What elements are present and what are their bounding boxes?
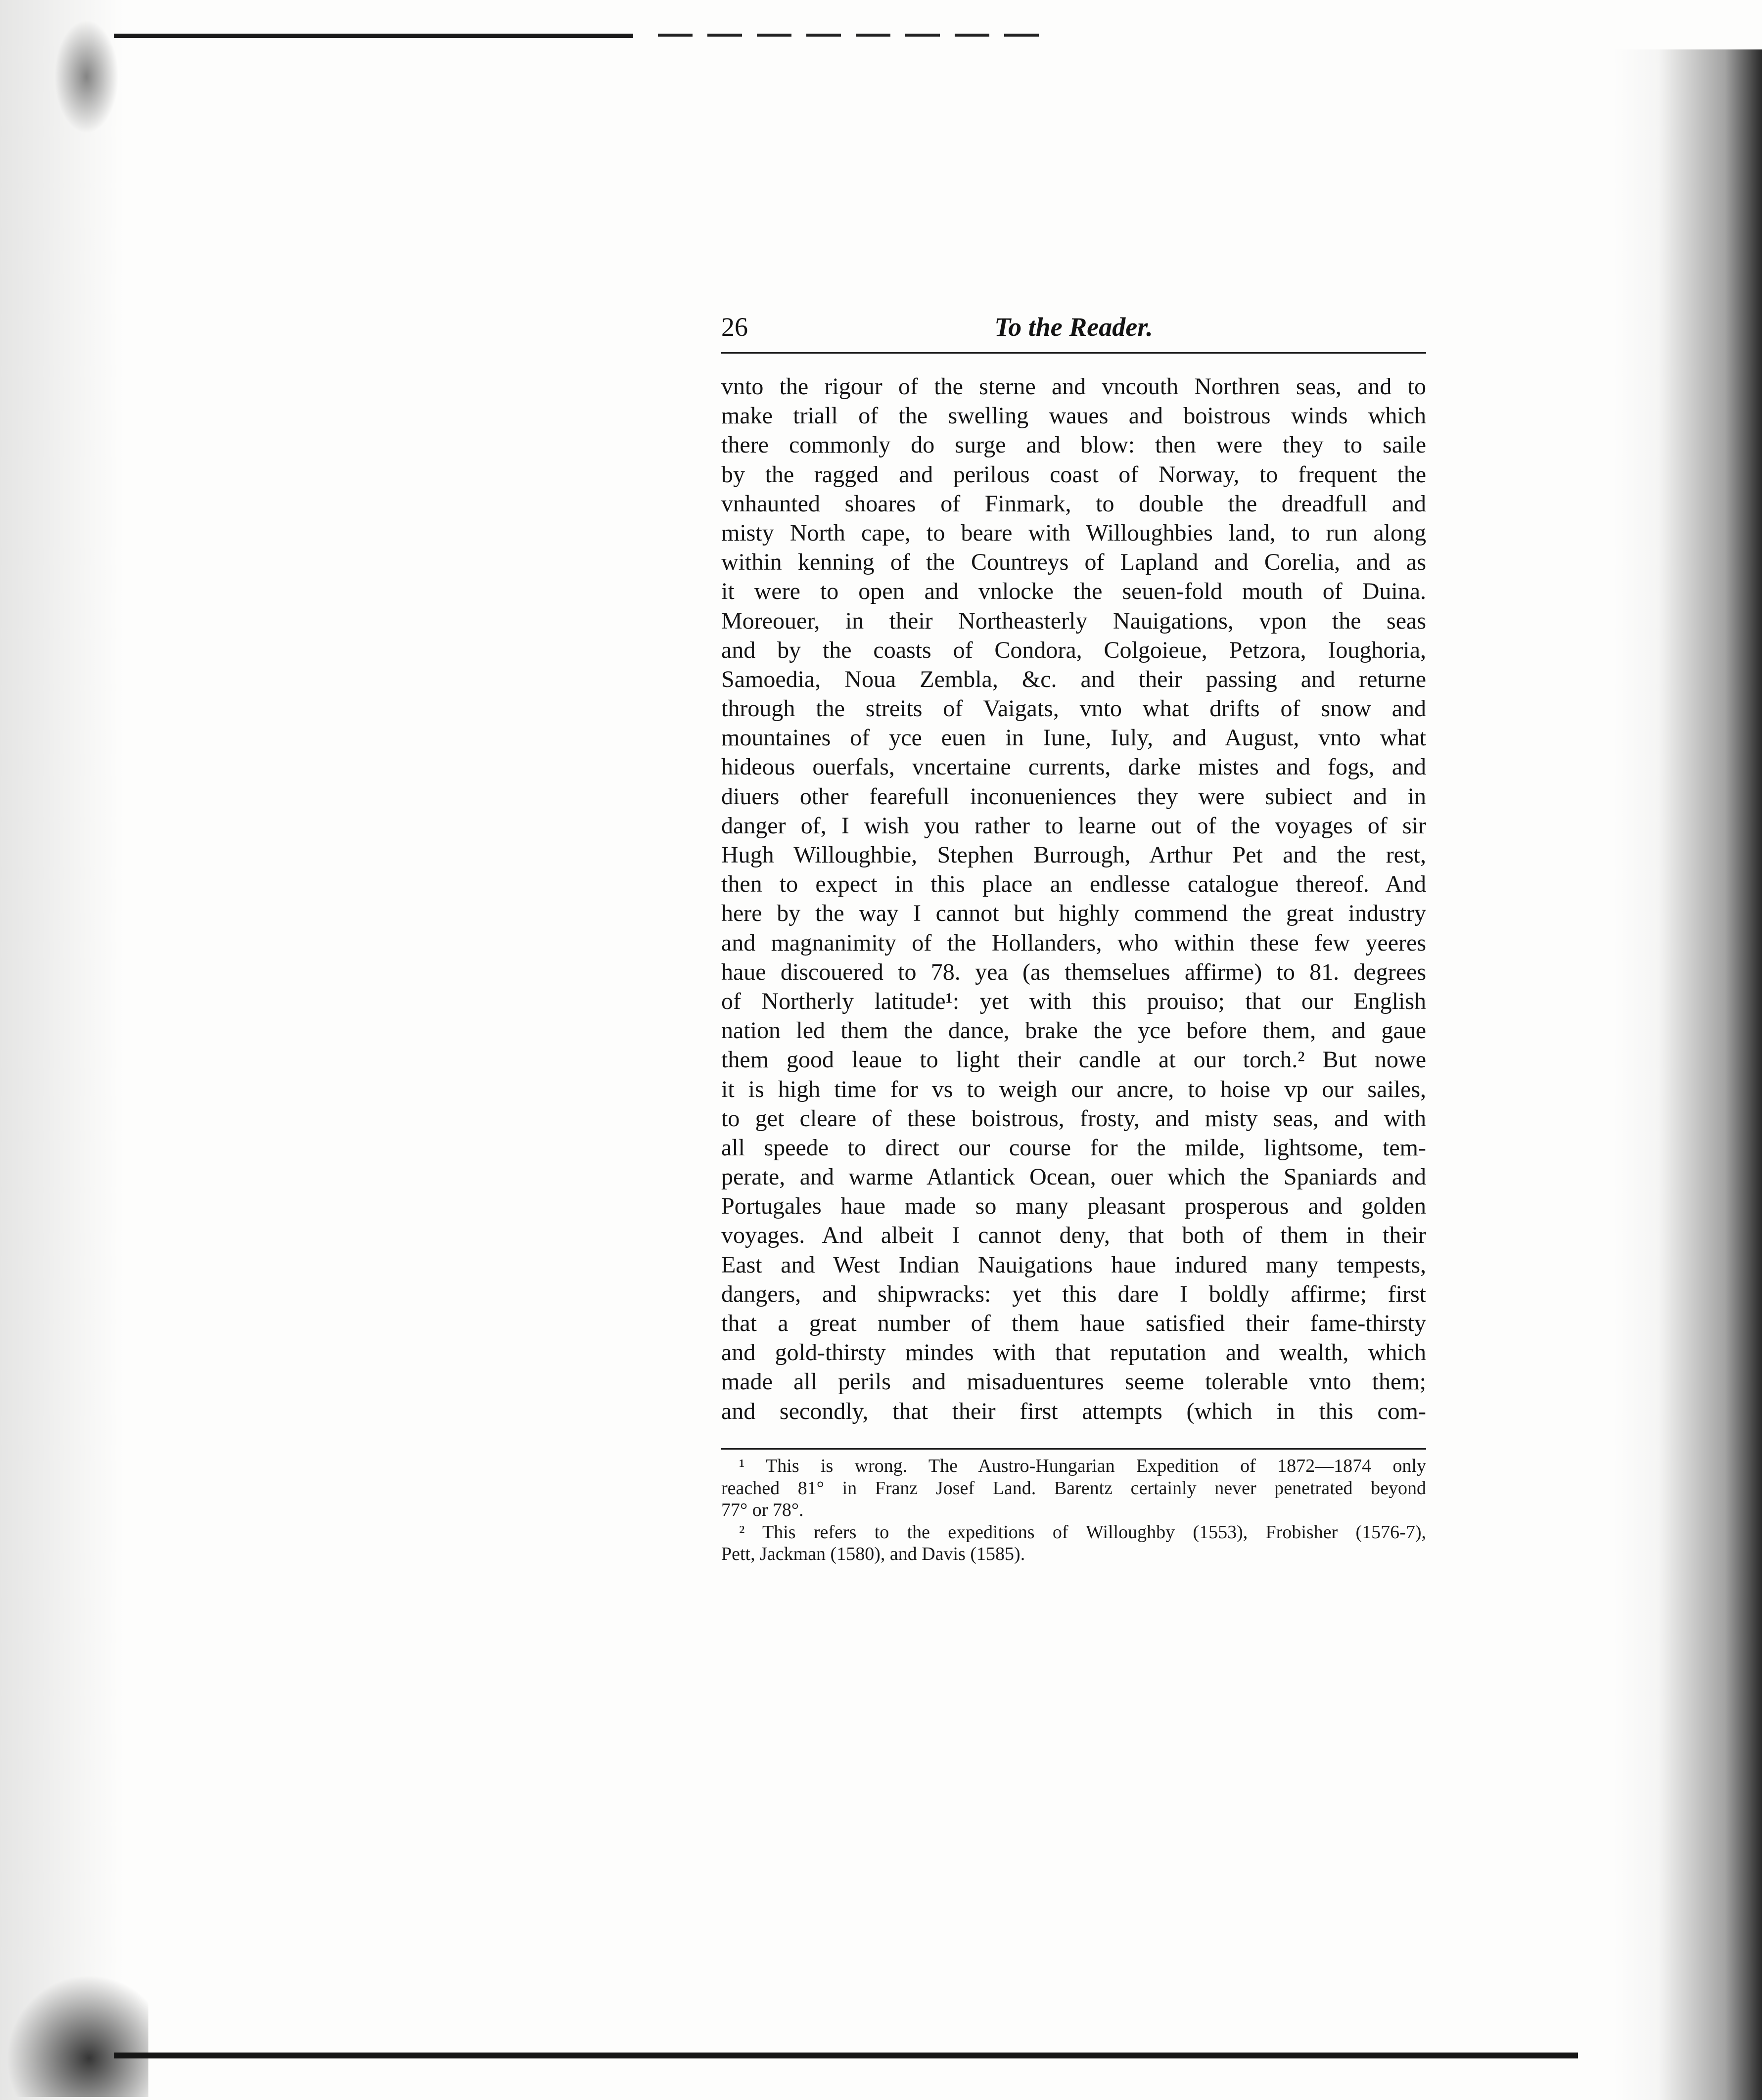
text-line: and magnanimity of the Hollanders, who within these few yeeres	[721, 929, 1426, 956]
text-line: Portugales haue made so many pleasant prosperous and golden	[721, 1193, 1426, 1220]
footnote-line: Pett, Jackman (1580), and Davis (1585).	[721, 1544, 1025, 1564]
text-line: dangers, and shipwracks: yet this dare I boldly affirme; first	[721, 1280, 1426, 1307]
text-line: here by the way I cannot but highly commend the great industry	[721, 900, 1426, 927]
text-line: Hugh Willoughbie, Stephen Burrough, Arthur Pet and the rest,	[721, 842, 1426, 868]
text-line: it were to open and vnlocke the seuen-fold mouth of Duina.	[721, 578, 1426, 605]
text-line: mountaines of yce euen in Iune, Iuly, and August, vnto what	[721, 725, 1426, 751]
text-line: nation led them the dance, brake the yce before them, and gaue	[721, 1017, 1426, 1044]
running-head-title: To the Reader.	[994, 312, 1153, 342]
footnote-line: 77° or 78°.	[721, 1500, 804, 1520]
text-line: misty North cape, to beare with Willoughbies land, to run along	[721, 519, 1426, 546]
text-line: and secondly, that their first attempts (which in this com-	[721, 1398, 1426, 1424]
text-line: danger of, I wish you rather to learne out of the voyages of sir	[721, 812, 1426, 839]
scan-shadow-left	[0, 0, 124, 2100]
text-line: there commonly do surge and blow: then were they to saile	[721, 432, 1426, 458]
text-line: to get cleare of these boistrous, frosty, and misty seas, and with	[721, 1105, 1426, 1132]
text-line: Samoedia, Noua Zembla, &c. and their passing and returne	[721, 666, 1426, 692]
text-line: within kenning of the Countreys of Lapland and Corelia, and as	[721, 549, 1426, 576]
text-line: them good leaue to light their candle at our torch.² But nowe	[721, 1047, 1426, 1073]
text-line: voyages. And albeit I cannot deny, that both of them in their	[721, 1222, 1426, 1249]
running-head	[721, 307, 1426, 351]
text-line: hideous ouerfals, vncertaine currents, darke mistes and fogs, and	[721, 754, 1426, 780]
text-line: through the streits of Vaigats, vnto what drifts of snow and	[721, 695, 1426, 722]
body-text	[721, 372, 1426, 1426]
footnote-line: ² This refers to the expeditions of Willoughby (1553), Frobisher (1576-7),	[739, 1521, 1426, 1543]
footnote-line: reached 81° in Franz Josef Land. Barentz certainly never penetrated beyond	[721, 1477, 1426, 1499]
scan-edge-dashes-top	[658, 34, 1054, 37]
text-line: Moreouer, in their Northeasterly Nauigations, vpon the seas	[721, 607, 1426, 634]
text-line: it is high time for vs to weigh our ancre, to hoise vp our sailes,	[721, 1076, 1426, 1102]
footnote-line: ¹ This is wrong. The Austro-Hungarian Expedition of 1872—1874 only	[739, 1456, 1426, 1476]
scan-edge-line-bottom	[114, 2053, 1578, 2058]
text-line: perate, and warme Atlantick Ocean, ouer which the Spaniards and	[721, 1164, 1426, 1190]
text-line: haue discouered to 78. yea (as themselues affirme) to 81. degrees	[721, 959, 1426, 985]
scan-edge-line-top	[114, 34, 633, 38]
footnotes	[721, 1455, 1426, 1565]
text-line: by the ragged and perilous coast of Norway, to frequent the	[721, 461, 1426, 488]
page-number: 26	[721, 312, 748, 342]
scan-smudge-bottom-left	[0, 1968, 148, 2097]
text-line: vnhaunted shoares of Finmark, to double the dreadfull and	[721, 490, 1426, 517]
text-line: that a great number of them haue satisfied their fame-thirsty	[721, 1310, 1426, 1336]
text-line: all speede to direct our course for the milde, lightsome, tem-	[721, 1134, 1426, 1161]
text-line: then to expect in this place an endlesse catalogue thereof. And	[721, 871, 1426, 898]
footnote-rule	[721, 1448, 1426, 1450]
text-line: of Northerly latitude¹: yet with this prouiso; that our English	[721, 988, 1426, 1014]
footnote-1	[721, 1455, 1426, 1521]
text-line: and by the coasts of Condora, Colgoieue, Petzora, Ioughoria,	[721, 637, 1426, 663]
scan-shadow-right	[1614, 49, 1762, 2100]
text-line: diuers other fearefull inconueniences they were subiect and in	[721, 783, 1426, 810]
text-line: make triall of the swelling waues and boistrous winds which	[721, 403, 1426, 429]
text-line: East and West Indian Nauigations haue indured many tempests,	[721, 1251, 1426, 1278]
text-line: made all perils and misaduentures seeme tolerable vnto them;	[721, 1369, 1426, 1395]
footnote-2	[721, 1521, 1426, 1565]
text-line: and gold-thirsty mindes with that reputation and wealth, which	[721, 1339, 1426, 1366]
scan-smudge-top-left	[54, 20, 119, 134]
text-line: vnto the rigour of the sterne and vncouth Northren seas, and to	[721, 373, 1426, 400]
header-rule	[721, 352, 1426, 354]
